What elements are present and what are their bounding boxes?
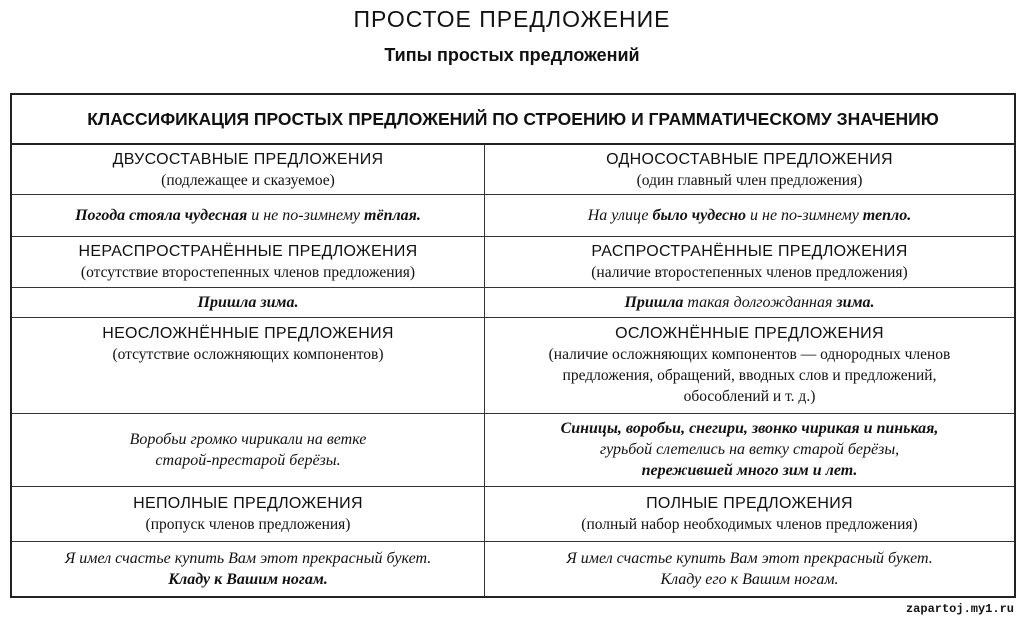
complicated-title: ОСЛОЖНЁННЫЕ ПРЕДЛОЖЕНИЯ (615, 325, 884, 342)
example-bold-run: Пришла зима. (197, 293, 299, 311)
two-part-example-cell (12, 194, 484, 236)
example-bold-run: Погода стояла чудесная (75, 206, 248, 224)
complicated-desc-line3: обособлений и т. д.) (683, 388, 816, 405)
one-part-example (588, 205, 912, 226)
uncomplicated-cell (12, 317, 484, 413)
uncomplicated-example-line2: старой-престарой берёзы. (155, 451, 341, 469)
example-bold-run: тепло. (862, 206, 912, 224)
example-run: такая долгожданная (683, 293, 837, 311)
one-part-title: ОДНОСОСТАВНЫЕ ПРЕДЛОЖЕНИЯ (606, 150, 893, 168)
incomplete-cell (12, 486, 484, 541)
uncomplicated-title: НЕОСЛОЖНЁННЫЕ ПРЕДЛОЖЕНИЯ (102, 325, 394, 342)
extended-example (624, 292, 874, 313)
page-subtitle: Типы простых предложений (384, 45, 640, 65)
complete-example-cell (484, 541, 1014, 596)
unextended-title: НЕРАСПРОСТРАНЁННЫЕ ПРЕДЛОЖЕНИЯ (78, 242, 418, 260)
unextended-example-cell (12, 287, 484, 317)
complicated-cell (484, 317, 1014, 413)
complicated-example-line1: Синицы, воробьи, снегири, звонко чирикая и пинькая, (560, 420, 939, 437)
uncomplicated-example-cell (12, 413, 484, 486)
example-run: и не по-зимнему (746, 206, 863, 224)
one-part-example-cell (484, 194, 1014, 236)
one-part-desc: (один главный член предложения) (636, 171, 863, 189)
complete-example-line2: Кладу его к Вашим ногам. (660, 570, 839, 588)
two-part-title: ДВУСОСТАВНЫЕ ПРЕДЛОЖЕНИЯ (112, 150, 384, 168)
two-part-example (75, 205, 421, 226)
example-bold-run: Пришла (624, 293, 684, 311)
one-part-cell (484, 145, 1014, 194)
example-run: и не по-зимнему (247, 206, 365, 224)
example-bold-run: зима. (836, 293, 875, 311)
incomplete-example-cell (12, 541, 484, 596)
complicated-example-line3: пережившей много зим и лет. (641, 462, 858, 479)
complete-cell (484, 486, 1014, 541)
complete-title: ПОЛНЫЕ ПРЕДЛОЖЕНИЯ (646, 494, 853, 512)
complicated-desc-line1: (наличие осложняющих компонентов — однородных членов (548, 346, 951, 363)
complicated-desc-line2: предложения, обращений, вводных слов и предложений, (562, 367, 937, 384)
extended-cell (484, 236, 1014, 287)
two-part-cell (12, 145, 484, 194)
incomplete-example-line1: Я имел счастье купить Вам этот прекрасный букет. (64, 549, 432, 567)
example-bold-run: было чудесно (652, 206, 747, 224)
uncomplicated-example-line1: Воробьи громко чирикали на ветке (129, 430, 367, 448)
uncomplicated-desc: (отсутствие осложняющих компонентов) (112, 346, 384, 363)
incomplete-title: НЕПОЛНЫЕ ПРЕДЛОЖЕНИЯ (133, 494, 363, 512)
complete-example-line1: Я имел счастье купить Вам этот прекрасный букет. (566, 549, 933, 567)
complicated-example-line2: гурьбой слетелись на ветку старой берёзы, (599, 441, 900, 458)
extended-example-cell (484, 287, 1014, 317)
table-header: КЛАССИФИКАЦИЯ ПРОСТЫХ ПРЕДЛОЖЕНИЙ ПО СТРОЕНИЮ И ГРАММАТИЧЕСКОМУ ЗНАЧЕНИЮ (12, 95, 1014, 145)
extended-desc: (наличие второстепенных членов предложения) (591, 263, 908, 281)
unextended-desc: (отсутствие второстепенных членов предложения) (80, 263, 416, 281)
incomplete-example-line2: Кладу к Вашим ногам. (168, 570, 328, 588)
incomplete-desc: (пропуск членов предложения) (145, 515, 351, 533)
complete-desc: (полный набор необходимых членов предложения) (581, 515, 918, 533)
complicated-example-cell (484, 413, 1014, 486)
example-bold-run: тёплая. (364, 206, 421, 224)
two-part-desc: (подлежащее и сказуемое) (161, 171, 335, 189)
example-run: На улице (587, 206, 653, 224)
watermark: zapartoj.my1.ru (905, 602, 1014, 616)
classification-table (10, 93, 1016, 598)
extended-title: РАСПРОСТРАНЁННЫЕ ПРЕДЛОЖЕНИЯ (591, 242, 908, 260)
unextended-example (198, 292, 299, 313)
page-title: ПРОСТОЕ ПРЕДЛОЖЕНИЕ (353, 6, 671, 32)
unextended-cell (12, 236, 484, 287)
